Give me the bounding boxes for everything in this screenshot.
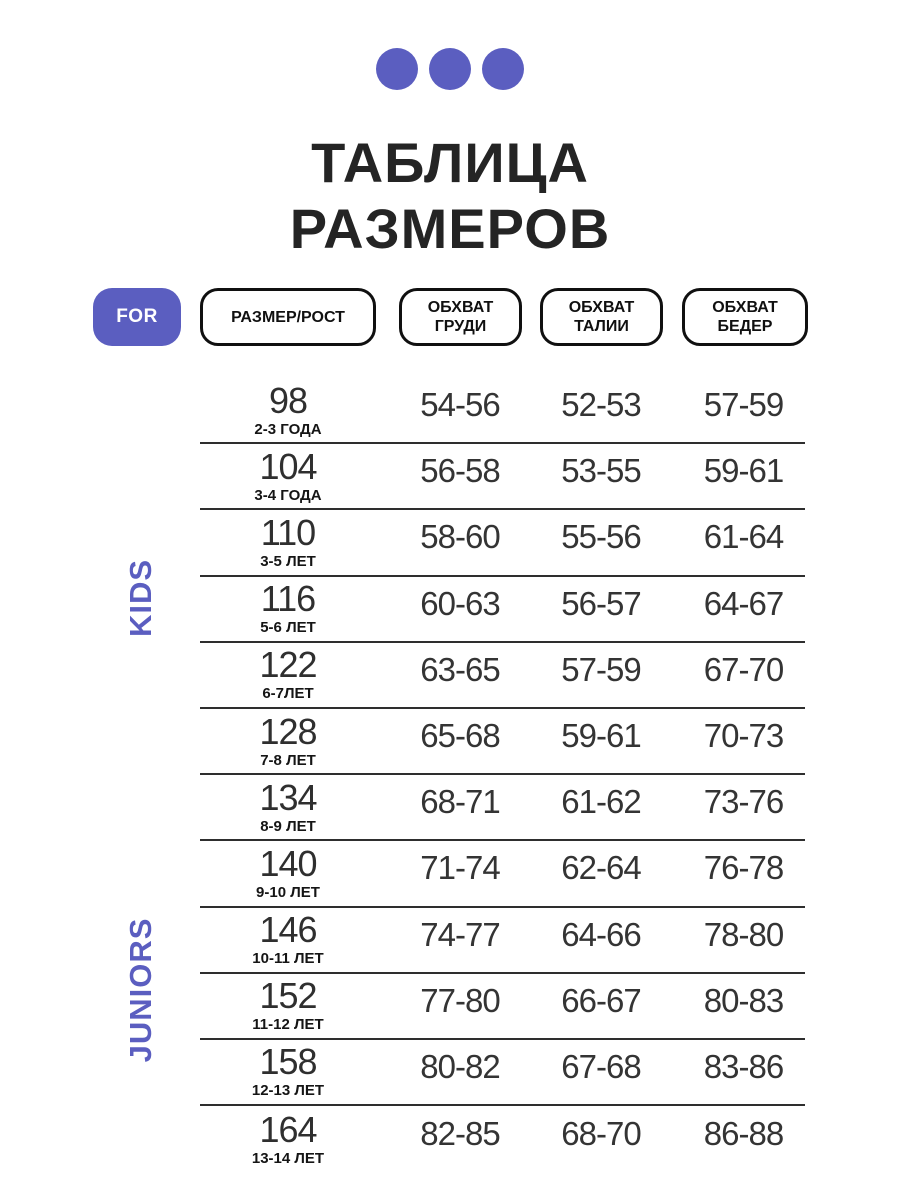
table-row: [200, 908, 805, 974]
size-table: [200, 378, 805, 1172]
decor-dots: [376, 48, 524, 90]
group-label-juniors: JUNIORS: [123, 917, 158, 1063]
size-cell: [200, 511, 376, 570]
chest-value: 71-74: [420, 849, 500, 887]
age-label: 8-9 ЛЕТ: [260, 817, 316, 835]
waist-value: 66-67: [561, 981, 641, 1019]
for-badge: FOR: [93, 288, 181, 346]
chest-value: 58-60: [420, 518, 500, 556]
hips-value: 86-88: [703, 1115, 784, 1153]
size-cell: [200, 644, 376, 703]
size-value: 140: [259, 842, 317, 884]
dot-icon: [429, 48, 471, 90]
age-label: 7-8 ЛЕТ: [260, 751, 316, 769]
hips-value: 59-61: [703, 452, 784, 490]
chest-value: 68-71: [420, 783, 500, 821]
page-title-line1: ТАБЛИЦА: [311, 131, 589, 194]
size-value: 158: [259, 1041, 317, 1083]
table-row: [200, 378, 805, 444]
hips-value: 70-73: [703, 717, 784, 755]
size-cell: [200, 842, 376, 901]
hips-value: 61-64: [703, 518, 784, 556]
hips-value: 83-86: [703, 1047, 784, 1085]
size-value: 146: [259, 909, 317, 951]
size-cell: [200, 1108, 376, 1167]
hips-value: 73-76: [703, 783, 784, 821]
waist-value: 55-56: [561, 518, 641, 556]
waist-value: 59-61: [561, 717, 641, 755]
group-label-kids: KIDS: [123, 558, 158, 638]
age-label: 9-10 ЛЕТ: [256, 883, 320, 901]
age-label: 11-12 ЛЕТ: [252, 1016, 324, 1034]
column-header-chest: ОБХВАТ ГРУДИ: [399, 288, 522, 346]
chest-value: 60-63: [420, 584, 500, 622]
age-label: 6-7ЛЕТ: [262, 685, 314, 703]
hips-value: 78-80: [703, 915, 784, 953]
age-label: 3-5 ЛЕТ: [260, 552, 316, 570]
chest-value: 65-68: [420, 717, 500, 755]
table-row: [200, 841, 805, 907]
table-row: [200, 974, 805, 1040]
size-value: 116: [260, 578, 316, 620]
chest-value: 54-56: [420, 386, 500, 424]
size-cell: [200, 710, 376, 769]
size-cell: [200, 975, 376, 1034]
age-label: 3-4 ГОДА: [254, 486, 322, 504]
column-header-hips: ОБХВАТ БЕДЕР: [682, 288, 808, 346]
dot-icon: [376, 48, 418, 90]
size-value: 152: [259, 975, 317, 1017]
column-header-size: РАЗМЕР/РОСТ: [200, 288, 376, 346]
size-value: 110: [260, 511, 316, 553]
table-row: [200, 577, 805, 643]
hips-value: 76-78: [703, 849, 784, 887]
chest-value: 74-77: [420, 915, 500, 953]
table-row: [200, 709, 805, 775]
size-value: 122: [259, 644, 317, 686]
size-value: 164: [259, 1108, 317, 1150]
table-row: [200, 510, 805, 576]
waist-value: 52-53: [561, 386, 641, 424]
table-row: [200, 444, 805, 510]
waist-value: 61-62: [561, 783, 641, 821]
dot-icon: [482, 48, 524, 90]
hips-value: 64-67: [703, 584, 784, 622]
size-value: 134: [259, 776, 317, 818]
size-value: 98: [268, 379, 308, 421]
waist-value: 57-59: [561, 650, 641, 688]
page-title-line2: РАЗМЕРОВ: [289, 197, 611, 260]
size-cell: [200, 578, 376, 637]
age-label: 10-11 ЛЕТ: [252, 950, 324, 968]
size-cell: [200, 776, 376, 835]
page-title: [0, 130, 900, 262]
hips-value: 80-83: [703, 981, 784, 1019]
chest-value: 63-65: [420, 650, 500, 688]
chest-value: 82-85: [420, 1115, 500, 1153]
waist-value: 64-66: [561, 915, 641, 953]
table-row: [200, 775, 805, 841]
age-label: 13-14 ЛЕТ: [251, 1149, 325, 1167]
waist-value: 67-68: [561, 1047, 641, 1085]
size-cell: [200, 379, 376, 438]
table-row: [200, 643, 805, 709]
waist-value: 56-57: [561, 584, 641, 622]
size-cell: [200, 1041, 376, 1100]
size-cell: [200, 909, 376, 968]
age-label: 12-13 ЛЕТ: [251, 1082, 325, 1100]
chest-value: 56-58: [420, 452, 500, 490]
chest-value: 80-82: [420, 1047, 500, 1085]
chest-value: 77-80: [420, 981, 500, 1019]
table-row: [200, 1106, 805, 1172]
table-row: [200, 1040, 805, 1106]
size-value: 104: [259, 445, 317, 487]
size-value: 128: [259, 710, 317, 752]
waist-value: 68-70: [561, 1115, 641, 1153]
waist-value: 62-64: [561, 849, 641, 887]
column-header-waist: ОБХВАТ ТАЛИИ: [540, 288, 663, 346]
waist-value: 53-55: [561, 452, 641, 490]
hips-value: 57-59: [703, 386, 784, 424]
size-cell: [200, 445, 376, 504]
hips-value: 67-70: [703, 650, 784, 688]
age-label: 2-3 ГОДА: [254, 420, 322, 438]
age-label: 5-6 ЛЕТ: [260, 619, 316, 637]
